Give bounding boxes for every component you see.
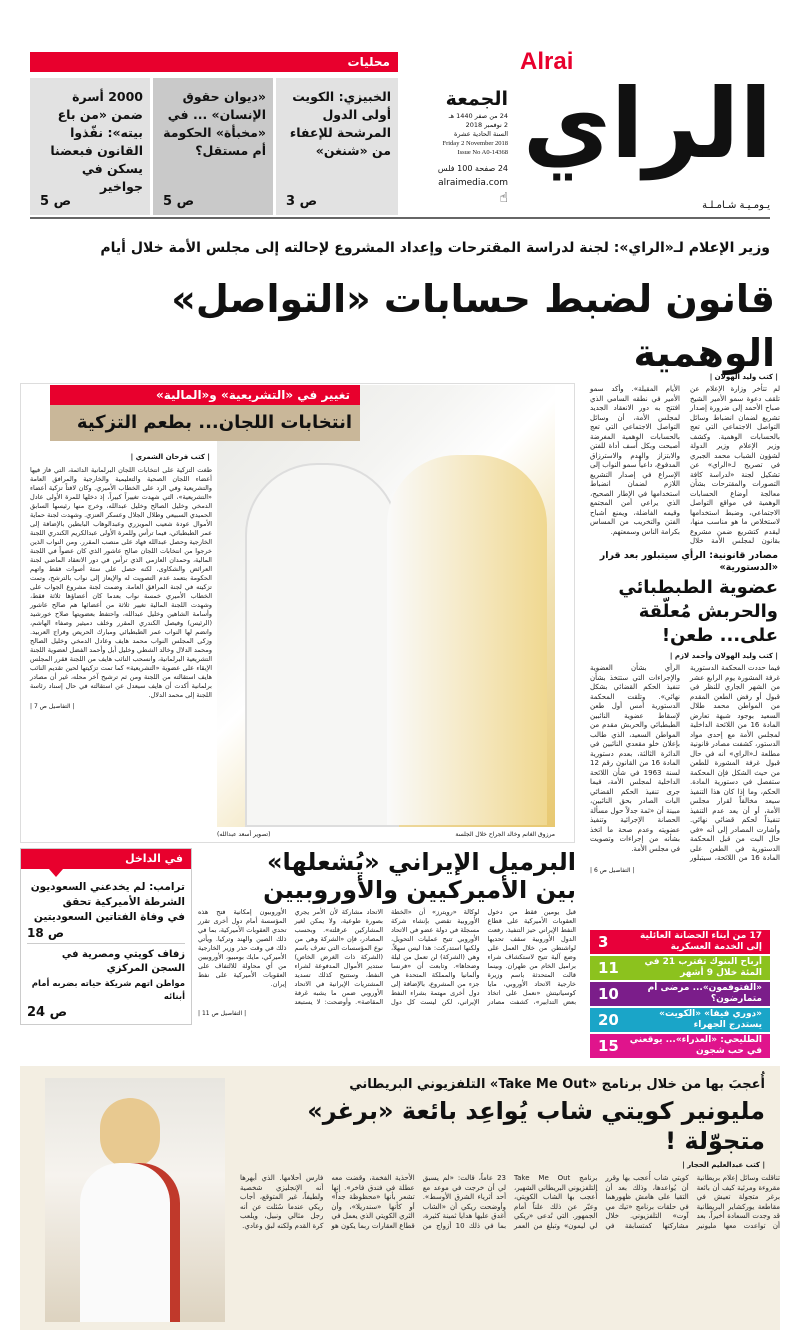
pages-price: 24 صفحة 100 فلس — [437, 164, 508, 173]
index-item[interactable] — [590, 930, 770, 954]
header-rule — [30, 217, 770, 219]
photo-figure-right — [387, 455, 547, 825]
court-body: فيما حددت المحكمة الدستورية غرفة المشورة يوم الرابع عشر من الشهر الجاري للنظر في قبول أو رفض الطعن المقدم من المواطن محمد طلال السعيد بوجود شبهة تعارض المادة 16 من اللائحة الداخلية لمجلس الأمة مع إحدى مواد الدستور، كشفت مصادر قانونية مطلعة لـ«الراي» أنه في حال قبول غرفة المشورة للطعن من حيث الشكل فإن المحكمة ستفصل في دستورية المادة. الحكم، وما إذا كان هذا التنفيذ سيعد مخالفاً لقرار مجلس الأمة، أو أن يعد عدم التنفيذ تنفيذاً لحكم قضائي نهائي. وأشارت المصادر إلى أنه «في حال البت من قبل المحكمة الدستورية في الطعن على المادة 16 من اللائحة، سيتبلور الرأي بشأن العضوية والإجراءات التي ستتخذ بشأن تنفيذ الحكم القضائي بشكل نهائي». وتلقت المحكمة الدستورية أمس أول طعن لإسقاط عضوية النائبين الطبطبائي والحربش مقدم من المواطن السعيد، الذي طالب بإعلان خلو مقعدي النائبين في الدائرة الثالثة، بعدم دستورية المادة 16 من القانون رقم 12 لسنة 1963 في شأن اللائحة الداخلية لمجلس الأمة، فيما جرى تنفيذ الحكم القضائي البات الصادر بحق النائبين، مبينة أن «ثمة جدلاً حول مسألة الحصانة الإجرائية وتنفيذ عضويته وعدم صحة ما اتخذ بشأنه من إجراءات وتصويت في مجلس الأمة. — [590, 664, 780, 862]
photo-figure-left — [247, 465, 397, 825]
feature-byline: | كتب عبدالعليم الحجار | — [682, 1161, 765, 1169]
date-block — [418, 86, 508, 207]
index-page: 15 — [598, 1037, 619, 1055]
committees-tag: تغيير في «التشريعية» و«المالية» — [50, 385, 360, 405]
feature-kicker: أُعجبَ بها من خلال برنامج «Take Me Out» التلفزيوني البريطاني — [349, 1077, 765, 1092]
date-hijri: 24 من صفر 1440 هـ — [448, 112, 508, 120]
index-text: الطليحي: «العذراء»... يوقعني في حب شجون — [629, 1034, 762, 1057]
section-bar: محليات — [30, 52, 398, 72]
court-story — [590, 664, 780, 876]
website-link[interactable]: alraimedia.com — [438, 178, 508, 188]
feature-photo — [45, 1078, 225, 1322]
court-headline[interactable]: عضوية الطبطبائي والحربش مُعلّقة على... طعن! — [618, 577, 778, 646]
inside-item-line: زفاف كويتي ومصرية في السجن المركزي — [61, 949, 185, 974]
index-item[interactable] — [590, 1034, 770, 1058]
teaser-1[interactable] — [276, 78, 398, 215]
committees-story — [30, 466, 212, 712]
inside-item[interactable] — [27, 880, 185, 944]
lead-body: لم تتأخر وزارة الإعلام عن تلقف دعوة سمو الأمير الشيخ صباح الأحمد إلى ضرورة إصدار تشريع لضمان انضباط وسائل التواصل الاجتماعي التي تعج بالحسابات الوهمية. وكشف وزير الإعلام وزير الدولة لشؤون الشباب محمد الجبري في تصريح لـ«الراي» عن تشكيل لجنة «لدراسة كافة التصورات والمقترحات بشأن معالجة أوضاع الحسابات الوهمية في مواقع التواصل الاجتماعي، وضبط استخدامها لاستخلاص ما هو مناسب منها، ليقدم كتشريع ضمن مشروع بقانون لمجلس الأمة خلال الأيام المقبلة». وأكد سمو الأمير في نطقه السامي الذي افتتح به دور الانعقاد الجديد لمجلس الأمة، أن وسائل التواصل الاجتماعي التي تعج بالحسابات الوهمية المغرضة أصبحت وبكل أسف أداة للفتن والابتزاز والهدم والاسترزاق المدفوع، داعياً سمو النواب إلى الإسراع في إصدار التشريع اللازم لضمان انضباط استخدامها في الإطار الصحيح، الذي يراعي أمن المجتمع وقيمه الفاضلة، ويمنع أشباح الفتن والتخريب من المساس بكرامة الناس وسمعتهم. — [590, 385, 780, 545]
feature-body: تناقلت وسائل إعلام بريطانية مقروءة ومرئية كيف أن بائعة برغر متجولة تعيش في مقاطعة يوركشاير البريطانية قد وجدت السعادة أخيراً، بعد أن تواعدت معها مليونير كويتي شاب أُعجب بها وقرر أن يُواعدها، وذلك بعد أن التقيا على هامش ظهورهما في حلقات برنامج «تيك مي آوت» التلفزيوني. خلال مشاركتها كمتسابقة في برنامج Take Me Out التلفزيوني البريطاني الشهير، أُعجب بها الشاب الكويتي، وعبّر عن ذلك علناً أمام الجمهور. التي تُدعى «ريكي لي ليمون» وتبلغ من العمر 23 عاماً، قالت: «لم يسبق لي أن خرجت في موعد مع أحد أثرياء الشرق الأوسط». وأوضحت ريكي أن «الشاب أغدق عليها هدايا ثمينة كثيرة، بما في ذلك 10 أزواج من الأحذية الفخمة، وقضت معه عطلة في فندق فاخر». إنها تشعر بأنها «محظوظة جداً» أو كأنها «سندريلا»، وأن الثري الكويتي الذي يعمل في قطاع العقارات ربما يكون هو فارس أحلامها. الذي أبهرها أنه الإنجليزي شخصية ولطيفاً، غير المتوقع، أجاب ريكي عندما سُئلت عن أنه رجل مثالي ونبيل، ويلعب كرة القدم ولكنه لبق وعادي. — [240, 1174, 780, 1230]
index-text: «الفتوفمون»... مرضى أم متمارضون؟ — [647, 982, 762, 1005]
court-byline: | كتب وليد الهولان وأحمد لازم | — [669, 652, 778, 660]
day-name: الجمعة — [445, 88, 508, 110]
inside-label: في الداخل — [21, 849, 191, 869]
issue-number: Issue No A0-14368 — [457, 149, 508, 156]
hand-pointer-icon: ☝ — [499, 190, 508, 206]
logo-latin: Alrai — [520, 48, 574, 75]
iran-headline-line: بين الأميركيين والأوروبيين — [263, 876, 576, 904]
lead-byline: | كتب وليد الهولان | — [709, 373, 778, 381]
index-page: 11 — [598, 959, 619, 977]
iran-headline[interactable] — [198, 848, 576, 904]
inside-item-line: في وفاة الفتاتين السعوديتين — [33, 911, 185, 923]
inside-item-line: ترامب: لم يخدعني السعوديون — [30, 881, 185, 893]
logo — [515, 48, 780, 213]
logo-tagline: يـومـيـة شـامـلـة — [702, 200, 770, 211]
inside-item-line: الشرطة الأميركية تحقق — [62, 896, 185, 908]
inside-box — [20, 848, 192, 1025]
court-continued[interactable]: | التفاصيل ص 6 | — [590, 866, 635, 874]
lead-headline[interactable]: قانون لضبط حسابات «التواصل» الوهمية — [171, 277, 775, 375]
date-gregorian: 2 نوفمبر 2018 — [465, 121, 508, 129]
inside-item-line: مواطن اتهم شريكة حياته بضربه أمام أبنائه — [31, 979, 185, 1002]
inside-item-page: ص 18 — [27, 926, 65, 940]
index-page: 3 — [598, 933, 609, 951]
feature-headline[interactable]: مليونير كويتي شاب يُواعِد بائعة «برغر» متجوّلة ! — [307, 1097, 765, 1155]
iran-headline-line: البرميل الإيراني «يُشعلها» — [267, 848, 576, 876]
index-page: 10 — [598, 985, 619, 1003]
teaser-2[interactable] — [153, 78, 273, 215]
date-english: Friday 2 November 2018 — [442, 140, 508, 147]
teaser-page: ص 5 — [40, 194, 72, 209]
index-page: 20 — [598, 1011, 619, 1029]
index-item[interactable] — [590, 982, 770, 1006]
index-item[interactable] — [590, 1008, 770, 1032]
inside-item-page: ص 24 — [27, 1005, 68, 1020]
lead-kicker: وزير الإعلام لـ«الراي»: لجنة لدراسة المقترحات وإعداد المشروع لإحالته إلى مجلس الأمة خلال أيام — [100, 240, 770, 256]
index-text: «دوري فيفا» «الكويت» يستدرج الجهراء — [659, 1008, 762, 1031]
index-text: أرباح البنوك تقترب 21 في المئة خلال 9 أشهر — [644, 956, 762, 979]
iran-body: قبل يومين فقط من دخول العقوبات الأميركية على قطاع النفط الإيراني حيز التنفيذ، رفعت الدول الأوروبية سقف تحديها لواشنطن من خلال العمل على وضع آلية تتيح لاستكشاف شراء براميل الخام من طهران. وبينما قالت المتحدثة باسم وزيرة خارجية الاتحاد الأوروبي، مايا كوسيانيتش «نعمل على اتخاذ بعض التدابير»، كشفت مصادر لوكالة «رويترز» أن «الخطة الأوروبية تقضي بإنشاء شركة مسجلة في دولة عضو في الاتحاد الأوروبي تتيح عمليات التحويل، ولكنها استدركت: هذا ليس سهلاً، وهي (الشركة) لن تعمل من ليلة وضحاها». وتابعت أن «فرنسا وألمانيا والمملكة المتحدة هي جزء من المشروع، بالإضافة إلى دول أخرى مهتمة بشراء النفط الإيراني، لكن ليست كل دول الاتحاد مشاركة لأن الأمر يجري بصورة طوعية، ولا يمكن لغير المشاركين عرقلته». وبحسب المصادر، فإن «الشركة وهي من نوع المؤسسات التي تعرف باسم (الشركة ذات الغرض الخاص) ستدير الأموال المدفوعة لشراء النفط، وستتيح كذلك تسديد المشتريات الإيرانية في الاتحاد الأوروبي ضمن ما يشبه غرفة المقاصة». وأوضحت: لا يستبعد الأوروبيون إمكانية فتح هذه المؤسسة أمام دول أخرى تقرر تحدي العقوبات الأميركية، بما في ذلك الصين والهند وتركيا. ويأتي ذلك في وقت حذر وزير الخارجية الأميركي، مايك بومبيو، الأوروبيين من أي محاولة للالتفاف على العقوبات الأميركية على نفط إيران. — [198, 908, 576, 1006]
committees-byline: | كتب فرحان الشمري | — [130, 453, 210, 461]
iran-story — [198, 908, 576, 1019]
teaser-page: ص 3 — [286, 194, 318, 209]
photo-caption: مرزوق الغانم وخالد الجراح خلال الجلسة — [455, 831, 555, 838]
iran-continued[interactable]: | التفاصيل ص 11 | — [198, 1010, 247, 1017]
committees-headline[interactable]: انتخابات اللجان... بطعم التزكية — [50, 405, 360, 441]
index-text: 17 من أبناء الحضانة العائلية إلى الخدمة العسكرية — [640, 930, 762, 953]
logo-arabic: الراي — [522, 68, 773, 180]
committees-photo — [217, 385, 555, 827]
committees-body: طغت التزكية على انتخابات اللجان البرلمانية الدائمة، التي فاز فيها أعضاء اللجان الصحية والتعليمية والخارجية والمرافق العامة والتشريعية وفي الرد على الخطاب الأميري. وكان لافتاً تزكية أعضاء «التشريعية»، التي شهدت تغييراً كبيراً، إذ دخلها للمرة الأولى عادل الدمخي وخليل الصالح وخليل عبدالله، وخرج منها رئيسها السابق الحميدي السبيعي وطلال الجلال وعسكر العنزي. وشهدت لجنة حماية الأموال عودة شعيب المويزري وعبدالوهاب البابطين بالإضافة إلى عمر الطبطبائي، فيما ترأس وللمرة الأولى عبدالكريم الكندري اللجنة الخارجية وحصل عبدالله فهاد على منصب المقرر. ومن النواب الذين خرجوا من انتخابات اللجان صالح عاشور الذي كان عضواً في اللجنة المالية، وحمدان العازمي الذي ترأس في دور الانعقاد الماضي لجنة العرائض والشكاوى، لكنه حصل على ستة أصوات فقط واتهم الحكومة بتعمد عدم التصويت له والإيعاز إلى نواب بالترشح، وتمت تزكيته في لجنة المرافق العامة. وضمت لجنة مشروع الجواب على الخطاب الأميري خمسة نواب بعدما كان أعضاؤها ثلاثة فقط، وشهدت اللجنة المالية تغيير ثلاثة من أعضائها هم صالح عاشور وأسامة الشاهين وخليل عبدالله، واحتفظ بعضويتها صلاح خورشيد (الرئيس) وفيصل الكندري المقرر وخلف دميثير وصفاء الهاشم، وانضم لها النواب عمر الطبطبائي ومبارك الحريص وفراج العربيد. وزكى المجلس النواب محمد هايف وعادل الدمخي وخليل الصالح ومحمد الدلال وخالد الشطي وخليل أبل وأحمد الفضل لعضوية اللجنة التشريعية البرلمانية، وانسحب النائب هايف من اللجنة فقرر المجلس الإبقاء على عضوية «التشريعية» كما تمت تزكيتها لحين تقديم النائب هايف استقالته من اللجنة ومن ثم ترشيح آخر محله، غير أن مصادر برلمانية أكدت أن هايف سيعدل عن استقالته في حال إسناد رئاسة اللجنة إلى محمد الدلال. — [30, 466, 212, 699]
photo-credit: (تصوير أسعد عبدالله) — [217, 831, 271, 838]
teaser-text: «ديوان حقوق الإنسان» ... في «مخبأة» الحكومة أم مستقل؟ — [163, 89, 266, 158]
inside-pointer — [49, 869, 63, 877]
year: السنة الحادية عشرة — [454, 130, 508, 138]
teaser-text: الخبيزي: الكويت أولى الدول المرشحة للإعفاء من «شنغن» — [289, 89, 391, 158]
committees-continued[interactable]: | التفاصيل ص 7 | — [30, 703, 75, 710]
teaser-3[interactable] — [30, 78, 150, 215]
photo-person-body — [80, 1163, 180, 1322]
teaser-text: 2000 أسرة ضمن «من باع بيته»: نفّذوا القانون فبعضنا يسكن في جواخير — [50, 89, 143, 194]
index-item[interactable] — [590, 956, 770, 980]
photo-person-hair — [100, 1098, 160, 1168]
inside-item[interactable] — [27, 948, 185, 1021]
teaser-page: ص 5 — [163, 194, 195, 209]
court-kicker: مصادر قانونية: الرأي سيتبلور بعد قرار «الدستورية» — [599, 550, 778, 573]
